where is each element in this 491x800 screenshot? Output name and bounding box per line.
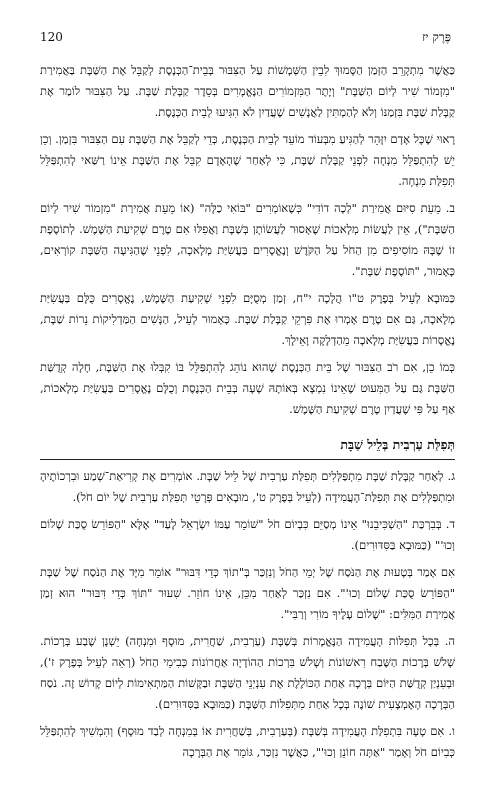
paragraph: ג. לְאַחַר קַבָּלַת שַׁבָּת מִתְפַּלְּלִים תְּפִלַּת עַרְבִית שֶׁל לֵיל שַׁבָּת. אוֹמְרִים אֶת קְרִיאַת־שְׁמַע וּבִרְכוֹתֶיהָ וּמִתְפַּלְּלִים אֶת תְּפִלַּת־הָעֲמִידָה (לְעֵיל בְּפֶרֶק ט', מוּבָאִים פְּרָטֵי תְּפִלַּת עַרְבִית שֶׁל יוֹם חֹל).: [40, 469, 455, 504]
paragraph: כַּאֲשֶׁר מִתְקָרֵב הַזְּמַן הַסָּמוּךְ לִבֵין הַשְּׁמָשׁוֹת עַל הַצִּבּוּר בְּבֵית־הַכְּנֶסֶת לְקַבֵּל אֶת הַשַּׁבָּת בַּאֲמִירַת "מִזְמוֹר שִׁיר לְיוֹם הַשַּׁבָּת" וְיֶתֶר הַמִּזְמוֹרִים הַנֶּאֱמָרִים בְּסֵדֶר קַבָּלַת שַׁבָּת. עַל הַצִּבּוּר לוֹמַר אֶת קַבָּלַת שַׁבָּת בִּזְמַנּוֹ וְלֹא לְהַמְתִּין לַאֲנָשִׁים שֶׁעֲדַיִן לֹא הִגִּיעוּ לְבֵית הַכְּנֶסֶת.: [40, 63, 455, 119]
paragraph: ה. בְּכָל תְּפִלּוֹת הָעֲמִידָה הַנֶּאֱמָרוֹת בְּשַׁבָּת (עַרְבִית, שַׁחֲרִית, מוּסָף וּמִנְחָה) יֵשְׁנָן שֶׁבַע בְּרָכוֹת. שָׁלֹשׁ בְּרָכוֹת הַשֶּׁבַח רִאשׁוֹנוֹת וְשָׁלֹשׁ בִּרְכוֹת הַהוֹדָיָה אַחֲרוֹנוֹת כְּבִימֵי הַחֹל (רְאֵה לְעֵיל בְּפֶרֶק ז'), וּבְעִנְיַן קְדֻשַּׁת הַיּוֹם בְּרָכָה אַחַת הַכּוֹלֶלֶת אֶת עִנְיְנֵי הַשַּׁבָּת וּבַקָּשׁוֹת הַמַּתְאִימוֹת לְיוֹם קָדוֹשׁ זֶה. נֹסַח הַבְּרָכָה הָאֶמְצָעִית שׁוֹנֶה בְּכָל אַחַת מִתְּפִלּוֹת הַשַּׁבָּת (כַּמּוּבָא בַּסִּדּוּרִים).: [40, 634, 455, 711]
paragraph: ו. אִם טָעָה בִּתְפִלַּת הָעֲמִידָה בְּשַׁבָּת (בְּעַרְבִית, בְּשַׁחֲרִית אוֹ בְּמִנְחָה לְבַד מוּסָף) וְהִמְשִׁיךְ לְהִתְפַּלֵּל כְּבִיוֹם חֹל וְאָמַר "אַתָּה חוֹנֵן וְכוּ'", כַּאֲשֶׁר נִזְכַּר, גּוֹמֵר אֶת הַבְּרָכָה: [40, 724, 455, 759]
paragraph: כְּמוֹ כֵן, אִם רֹב הַצִּבּוּר שֶׁל בֵּית הַכְּנֶסֶת שֶׁהוּא נוֹהֵג לְהִתְפַּלֵּל בּוֹ קִבְּלוּ אֶת הַשַּׁבָּת, חָלָה קְדֻשַּׁת הַשַּׁבָּת גַּם עַל הַמִּעוּט שֶׁאֵינוֹ נִמְצָא בְּאוֹתָהּ שָׁעָה בְּבֵית הַכְּנֶסֶת וְכֻלָּם נֶאֱסָרִים בַּעֲשִׂיַּת מְלָאכוֹת, אַף עַל פִּי שֶׁעֲדַיִן טֶרֶם שְׁקִיעַת הַשֶּׁמֶשׁ.: [40, 360, 455, 416]
page-header: [40, 30, 451, 48]
section-title: תְּפִלַּת עַרְבִית בְּלֵיל שַׁבָּת: [40, 434, 455, 460]
chapter-title: פֶּרֶק יז: [422, 30, 451, 44]
paragraph: רָאוּי שֶׁכָּל אָדָם יִזָּהֵר לְהַגִּיעַ מִבְּעוֹד מוֹעֵד לְבֵית הַכְּנֶסֶת, כְּדֵי לְקַבֵּל אֶת הַשַּׁבָּת עִם הַצִּבּוּר בִּזְמַן. וְכֵן יֵשׁ לְהִתְפַּלֵּל מִנְחָה לִפְנֵי קַבָּלַת שַׁבָּת, כִּי לְאַחַר שֶׁהָאָדָם קִבֵּל אֶת הַשַּׁבָּת אֵינוֹ רַשַּׁאי לְהִתְפַּלֵּל תְּפִלַּת מִנְחָה.: [40, 132, 455, 188]
paragraph: כַּמּוּבָא לְעֵיל בְּפֶרֶק ט"ו הֲלָכָה י"ח, זְמַן מְסֻיָּם לִפְנֵי שְׁקִיעַת הַשֶּׁמֶשׁ, נֶאֱסָרִים כֻּלָּם בַּעֲשִׂיַּת מְלָאכָה, גַּם אִם טֶרֶם אָמְרוּ אֶת פִּרְקֵי קַבָּלַת שַׁבָּת. כָּאָמוּר לְעֵיל, הַנָּשִׁים הַמַּדְלִיקוֹת נֵרוֹת שַׁבָּת, נֶאֱסָרוֹת בַּעֲשִׂיַּת מְלָאכָה מֵהַדְלָקָה וָאֵילָךְ.: [40, 291, 455, 347]
paragraph: ב. מֵעֵת סִיּוּם אֲמִירַת "לְכָה דוֹדִי" כְּשֶׁאוֹמְרִים "בּוֹאִי כַלָּה" (אוֹ מֵעֵת אֲמִירַת "מִזְמוֹר שִׁיר לְיוֹם הַשַּׁבָּת"), אֵין לַעֲשׂוֹת מְלָאכוֹת שֶׁאָסוּר לַעֲשׂוֹתָן בְּשַׁבָּת וַאֲפִלּוּ אִם טֶרֶם שְׁקִיעַת הַשֶּׁמֶשׁ. לְתוֹסֶפֶת זוֹ שֶׁבָּהּ מוֹסִיפִים מִן הַחֹל עַל הַקֹּדֶשׁ וְנֶאֱסָרִים בַּעֲשִׂיַּת מְלָאכָה, לִפְנֵי שֶׁהַגִּיעָה הַשַּׁבָּת קוֹרְאִים, כָּאָמוּר, "תּוֹסֶפֶת שַׁבָּת".: [40, 201, 455, 278]
paragraph: ד. בְּבִרְכַּת "הַשְׁכִּיבֵנוּ" אֵינוֹ מְסַיֵּם כִּבְיוֹם חֹל "שׁוֹמֵר עַמּוֹ יִשְׂרָאֵל לָעַד" אֶלָּא "הַפּוֹרֵשׂ סֻכַּת שָׁלוֹם וְכוּ'" (כַּמּוּבָא בַּסִּדּוּרִים).: [40, 517, 455, 552]
paragraph: אִם אָמַר בְּטָעוּת אֶת הַנֹּסַח שֶׁל יְמֵי הַחֹל וְנִזְכַּר בְּ"תוֹךְ כְּדֵי דִּבּוּר" אוֹמֵר מִיָּד אֶת הַנֹּסַח שֶׁל שַׁבָּת "הַפּוֹרֵשׂ סֻכַּת שָׁלוֹם וְכוּ'". אִם נִזְכַּר לְאַחַר מִכֵּן, אֵינוֹ חוֹזֵר. שִׁעוּר "תּוֹךְ כְּדֵי דִּבּוּר" הוּא זְמַן אֲמִירַת הַמִּלִּים: "שָׁלוֹם עָלֶיךָ מוֹרִי וְרַבִּי".: [40, 565, 455, 621]
page-number: 120: [40, 30, 63, 44]
document-body: [40, 60, 455, 769]
